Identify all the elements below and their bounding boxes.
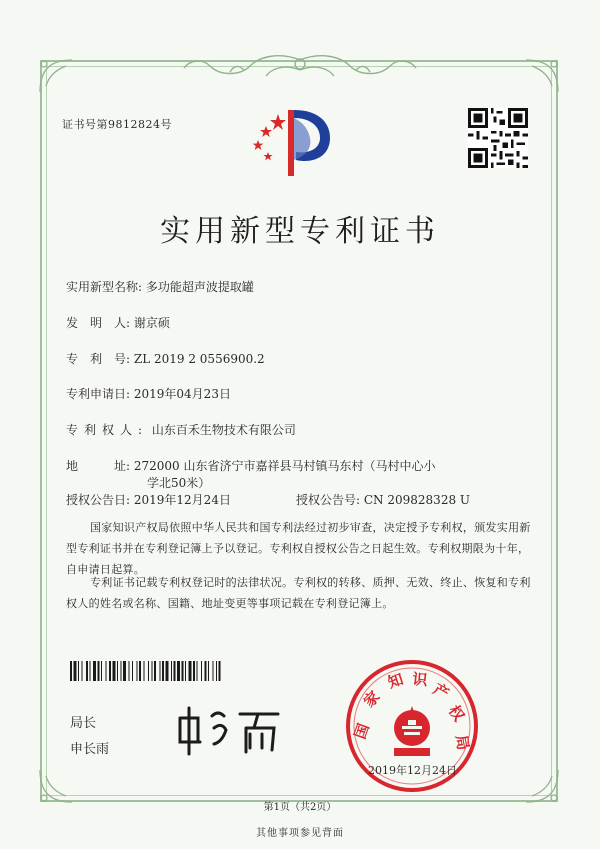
director-name: 申长雨 (70, 742, 110, 757)
field-utility-name (66, 278, 254, 295)
field-value: 谢京硕 (133, 316, 170, 330)
paragraph-text: 专利证书记载专利权登记时的法律状况。专利权的转移、质押、无效、终止、恢复和专利权人的姓名或名称、国籍、地址变更等事项记载在专利登记簿上。 (66, 576, 531, 610)
qr-code-icon (468, 108, 528, 168)
seal-date: 2019年12月24日 (368, 764, 457, 777)
svg-text:家: 家 (360, 687, 384, 711)
field-announce-date (66, 491, 231, 508)
top-ornament (180, 52, 420, 86)
field-filing-date (66, 385, 231, 402)
svg-text:局: 局 (452, 733, 473, 752)
field-label: 实用新型名称: (66, 280, 143, 294)
paragraph-text: 国家知识产权局依照中华人民共和国专利法经过初步审查，决定授予专利权，颁发实用新型专利证书并在专利登记簿上予以登记。专利权自授权公告之日起生效。专利权期限为十年，自申请日起算。 (66, 521, 531, 576)
page-number: 第1页（共2页） (263, 802, 337, 813)
certificate-number: 证书号第9812824号 (62, 118, 172, 131)
field-value: 山东百禾生物技术有限公司 (151, 423, 296, 437)
field-label: 授权公告号: (296, 493, 361, 507)
field-inventor (66, 314, 170, 331)
field-label: 发 明 人: (66, 316, 131, 330)
field-address (66, 457, 436, 474)
field-value: 2019年12月24日 (133, 493, 231, 507)
paragraph-legal-status (66, 572, 536, 614)
field-patentee (66, 421, 296, 438)
svg-text:国: 国 (350, 721, 373, 742)
svg-text:知: 知 (385, 670, 406, 692)
svg-text:识: 识 (411, 670, 429, 690)
field-value: 多功能超声波提取罐 (145, 280, 254, 294)
field-patent-number (66, 350, 265, 367)
corner-ornament-tl (36, 56, 76, 96)
field-label: 专利权人: (66, 423, 149, 437)
field-announce-number (296, 491, 470, 508)
field-value: ZL 2019 2 0556900.2 (133, 352, 265, 366)
certificate-title: 实用新型专利证书 (160, 214, 440, 249)
field-value: 2019年04月23日 (133, 387, 231, 401)
field-value: CN 209828328 U (363, 493, 471, 507)
svg-text:权: 权 (444, 701, 469, 725)
field-label: 地 址: (66, 459, 131, 473)
field-label: 专利申请日: (66, 387, 131, 401)
paragraph-grant (66, 517, 536, 580)
field-label: 专 利 号: (66, 352, 131, 366)
footer-note: 其他事项参见背面 (256, 828, 344, 839)
director-signature-icon (170, 698, 290, 758)
field-label: 授权公告日: (66, 493, 131, 507)
director-title: 局长 (70, 716, 97, 731)
field-address-line2: 学北50米） (147, 476, 211, 490)
cnipa-logo-icon (248, 104, 334, 182)
barcode-icon (70, 661, 352, 681)
svg-text:产: 产 (430, 679, 453, 703)
field-value: 272000 山东省济宁市嘉祥县马村镇马东村（马村中心小 (133, 459, 436, 473)
corner-ornament-tr (522, 56, 562, 96)
